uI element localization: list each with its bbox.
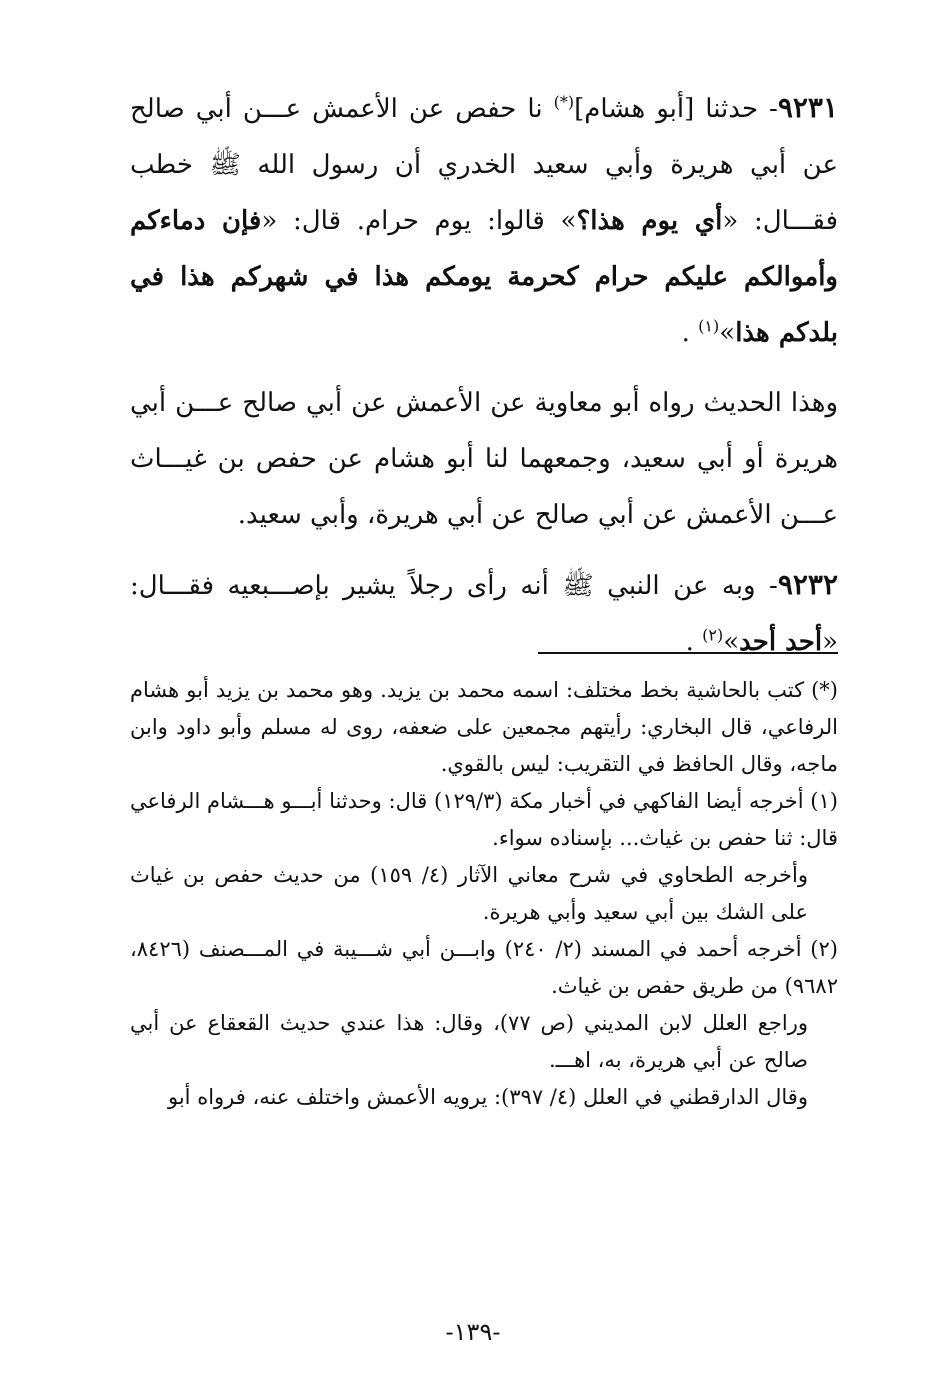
hadith-9232: ٩٢٣٢- وبه عن النبي ﷺ أنه رأى رجلاً يشير بإصـــبعيه فقـــال: «أحد أحد»$^{(٢)}$ . [130, 568, 838, 657]
hadith-9231: ٩٢٣١- حدثنا [أبو هشام](*) نا حفص عن الأعمش عـــن أبي صالح عن أبي هريرة وأبي سعيد الخدري أن رسول الله ﷺ خطب فقـــال: «أي يوم هذا؟» قالوا: يوم حرام. قال: «فإن دماءكم وأموالكم عليكم حرام كحرمة يومكم هذا في شهركم هذا في بلدكم هذا»$^{(١)}$ . [130, 91, 838, 348]
footnotes [130, 672, 838, 1116]
footnote: وأخرجه الطحاوي في شرح معاني الآثار (٤/ ١٥٩) من حديث حفص بن غياث على الشك بين أبي سعيد وأبي هريرة. [130, 863, 808, 924]
bold-quote: أي يوم هذا؟ [576, 206, 723, 236]
page-number: -١٣٩- [445, 1318, 501, 1346]
bold-quote: أحد أحد [739, 627, 823, 657]
footnote-marker: (*) [553, 92, 575, 112]
commentary: وهذا الحديث رواه أبو معاوية عن الأعمش عن أبي صالح عـــن أبي هريرة أو أبي سعيد، وجمعهما لنا أبو هشام عن حفص بن غيـــاث عـــن الأعمش عن أبي صالح عن أبي هريرة، وأبي سعيد. [130, 388, 838, 530]
footnote: (٢) أخرجه أحمد في المسند (٢/ ٢٤٠) وابـــن أبي شـــيبة في المـــصنف (٨٤٢٦، ٩٦٨٢) من طريق حفص بن غياث. [130, 937, 838, 998]
footnote: وقال الدارقطني في العلل (٤/ ٣٩٧): يرويه الأعمش واختلف عنه، فرواه أبو [167, 1085, 808, 1109]
footnote: وراجع العلل لابن المديني (ص ٧٧)، وقال: هذا عندي حديث القعقاع عن أبي صالح عن أبي هريرة، به، اهـــ. [130, 1011, 808, 1072]
footnote-divider [538, 652, 838, 654]
hadith-number: ٩٢٣١ [777, 91, 838, 124]
hadith-number: ٩٢٣٢ [777, 568, 838, 601]
footnote-marker: (٢) [702, 625, 724, 645]
footnote: (١) أخرجه أيضا الفاكهي في أخبار مكة (١٢٩/٣) قال: وحدثنا أبـــو هـــشام الرفاعي قال: ثنا حفص بن غياث... بإسناده سواء. [130, 789, 838, 850]
main-text [130, 80, 838, 684]
footnote-marker: (١) [698, 316, 720, 336]
bold-quote: فإن دماءكم وأموالكم عليكم حرام كحرمة يومكم هذا في شهركم هذا في بلدكم هذا [130, 206, 838, 348]
footnote: (*) كتب بالحاشية بخط مختلف: اسمه محمد بن يزيد. وهو محمد بن يزيد أبو هشام الرفاعي، قال البخاري: رأيتهم مجمعين على ضعفه، روى له مسلم وأبو داود وابن ماجه، وقال الحافظ في التقريب: ليس بالقوي. [130, 678, 838, 776]
